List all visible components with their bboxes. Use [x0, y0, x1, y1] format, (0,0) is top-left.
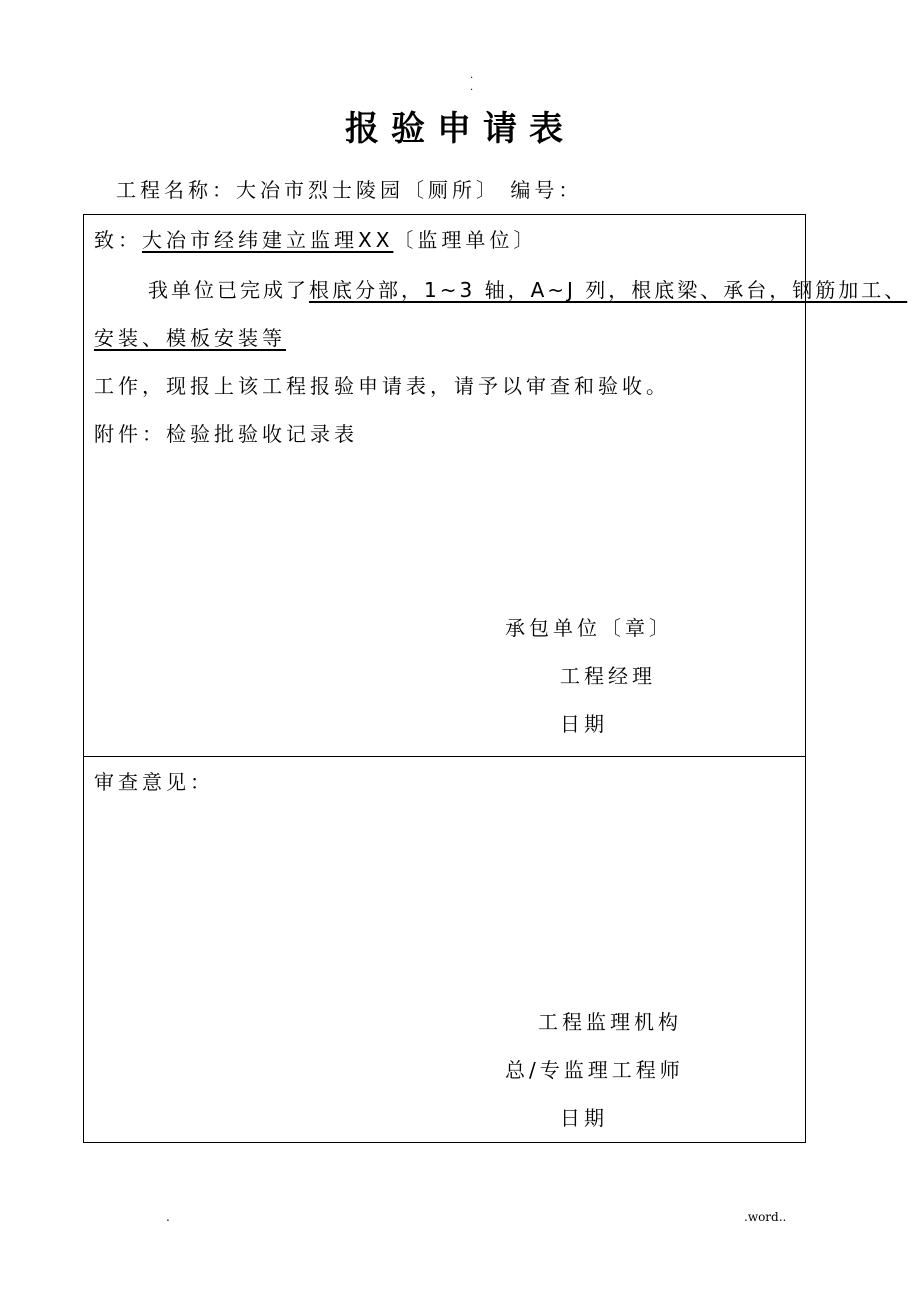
contractor-stamp-label: 承包单位〔章〕: [505, 616, 673, 640]
paragraph-prefix: 我单位已完成了: [148, 278, 309, 302]
page-title: 报验申请表: [345, 109, 575, 149]
completed-work-part-1: 根底分部，1~3 轴，A~J 列，根底梁、承台，钢筋加工、: [309, 278, 908, 302]
supervising-engineer-label: 总/专监理工程师: [505, 1058, 684, 1082]
project-line: 工程名称：大冶市烈士陵园〔厕所〕 编号：: [116, 178, 583, 202]
top-mark-2: .: [470, 82, 474, 93]
attachment-line: 附件：检验批验收记录表: [94, 422, 358, 446]
review-opinion-label: 审查意见：: [94, 770, 214, 794]
recipient-suffix: 〔监理单位〕: [393, 228, 538, 252]
footer-left-mark: .: [166, 1210, 170, 1224]
date-label-2: 日期: [560, 1106, 608, 1130]
recipient-line: [94, 225, 537, 255]
paragraph-line-3: 工作，现报上该工程报验申请表，请予以审查和验收。: [94, 374, 670, 398]
recipient-label: 致：: [94, 228, 142, 252]
review-section: [83, 756, 806, 1143]
completed-work-part-2: 安装、模板安装等: [94, 326, 286, 350]
top-mark-1: .: [470, 70, 474, 81]
supervision-org-label: 工程监理机构: [538, 1010, 682, 1034]
recipient-value: 大冶市经纬建立监理XX: [142, 228, 394, 252]
paragraph-line-1: [148, 275, 907, 305]
footer-right-mark: .word..: [744, 1210, 787, 1224]
application-section: [83, 214, 908, 757]
date-label-1: 日期: [560, 712, 608, 736]
paragraph-line-2: [94, 323, 286, 353]
project-manager-label: 工程经理: [560, 664, 656, 688]
